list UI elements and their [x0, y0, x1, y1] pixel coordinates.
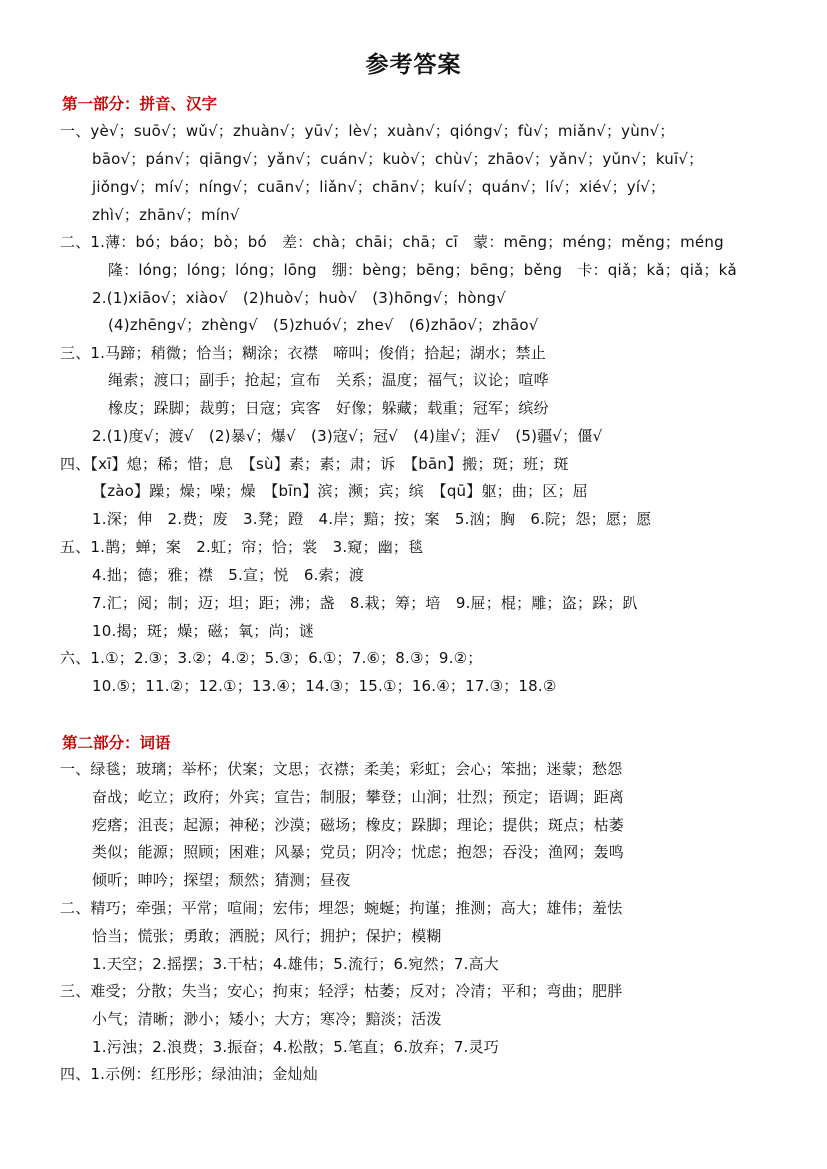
answer-line: 1.深；伸 2.费；废 3.凳；蹬 4.岸；黯；按；案 5.汹；胸 6.院；怨；愿；愿: [92, 510, 652, 528]
answer-line: 2.(1)度√；渡√ (2)暴√；爆√ (3)寇√；冠√ (4)崖√；涯√ (5)疆√；僵√: [92, 427, 603, 445]
answer-line: 三、1.马蹄；稍微；恰当；糊涂；衣襟 啼叫；俊俏；拾起；湖水；禁止: [60, 344, 546, 362]
answer-line: 二、1.薄：bó；báo；bò；bó 差：chà；chāi；chā；cī 蒙：mēng；méng；měng；méng: [60, 233, 724, 251]
answer-line: bāo√；pán√；qiāng√；yǎn√；cuán√；kuò√；chù√；zhāo√；yǎn√；yǔn√；kuī√；: [92, 150, 704, 168]
answer-line: 2.(1)xiāo√；xiào√ (2)huò√；huò√ (3)hōng√；hòng√: [92, 289, 506, 307]
answer-line: 【zào】躁；燥；噪；燥 【bīn】滨；濒；宾；缤 【qū】躯；曲；区；屈: [92, 482, 588, 500]
answer-line: 类似；能源；照顾；困难；风暴；党员；阴冷；忧虑；抱怨；吞没；渔网；轰鸣: [92, 843, 625, 861]
answer-line: 四、【xī】熄；稀；惜；息 【sù】素；素；肃；诉 【bān】搬；斑；班；斑: [60, 455, 569, 473]
answer-line: 恰当；慌张；勇敢；洒脱；风行；拥护；保护；模糊: [92, 927, 442, 945]
answer-line: 六、1.①；2.③；3.②；4.②；5.③；6.①；7.⑥；8.③；9.②；: [60, 649, 483, 667]
answer-line: 四、1.示例：红彤彤；绿油油；金灿灿: [60, 1065, 318, 1083]
page-title: 参考答案: [365, 52, 462, 78]
answer-line: 一、yè√；suō√；wǔ√；zhuàn√；yū√；lè√；xuàn√；qióng√；fù√；miǎn√；yùn√；: [60, 122, 675, 140]
answer-line: 1.天空；2.摇摆；3.干枯；4.雄伟；5.流行；6.宛然；7.高大: [92, 955, 499, 973]
section-heading-pinyin-hanzi: 第一部分：拼音、汉字: [62, 95, 218, 113]
answer-line: 倾听；呻吟；探望；颓然；猜测；昼夜: [92, 871, 351, 889]
answer-line: 小气；清晰；渺小；矮小；大方；寒冷；黯淡；活泼: [92, 1010, 442, 1028]
answer-line: 一、绿毯；玻璃；举杯；伏案；文思；衣襟；柔美；彩虹；会心；笨拙；迷蒙；愁怨: [60, 760, 623, 778]
answer-line: zhì√；zhān√；mín√: [92, 206, 240, 224]
answer-line: 10.揭；斑；燥；磁；氧；尚；谜: [92, 622, 315, 640]
answer-line: 奋战；屹立；政府；外宾；宣告；制服；攀登；山涧；壮烈；预定；语调；距离: [92, 788, 625, 806]
answer-line: 疙瘩；沮丧；起源；神秘；沙漠；磁场；橡皮；跺脚；理论；提供；斑点；枯萎: [92, 816, 625, 834]
section-heading-words: 第二部分：词语: [62, 734, 171, 752]
answer-line: 1.污浊；2.浪费；3.振奋；4.松散；5.笔直；6.放弃；7.灵巧: [92, 1038, 499, 1056]
answer-line: (4)zhēng√；zhèng√ (5)zhuó√；zhe√ (6)zhāo√；zhāo√: [108, 316, 539, 334]
answer-line: 10.⑤；11.②；12.①；13.④；14.③；15.①；16.④；17.③；18.②: [92, 677, 557, 695]
answer-line: 五、1.鹊；蝉；案 2.虹；帘；恰；裳 3.窥；幽；毯: [60, 538, 424, 556]
answer-line: 二、精巧；牵强；平常；喧闹；宏伟；埋怨；蜿蜒；拘谨；推测；高大；雄伟；羞怯: [60, 899, 623, 917]
answer-line: 三、难受；分散；失当；安心；拘束；轻浮；枯萎；反对；冷清；平和；弯曲；肥胖: [60, 982, 623, 1000]
answer-line: jiǒng√；mí√；níng√；cuān√；liǎn√；chān√；kuí√；quán√；lí√；xié√；yí√；: [92, 178, 666, 196]
answer-line: 隆：lóng；lóng；lóng；lōng 绷：bèng；bēng；bēng；běng 卡：qiǎ；kǎ；qiǎ；kǎ: [108, 261, 737, 279]
answer-line: 4.拙；德；雅；襟 5.宣；悦 6.索；渡: [92, 566, 365, 584]
answer-line: 7.汇；阅；制；迈；坦；距；沸；盏 8.栽；筹；培 9.屉；棍；雕；盗；跺；趴: [92, 594, 638, 612]
answer-line: 橡皮；跺脚；裁剪；日寇；宾客 好像；躲藏；载重；冠军；缤纷: [108, 399, 549, 417]
answer-line: 绳索；渡口；副手；抢起；宣布 关系；温度；福气；议论；喧哗: [108, 371, 549, 389]
